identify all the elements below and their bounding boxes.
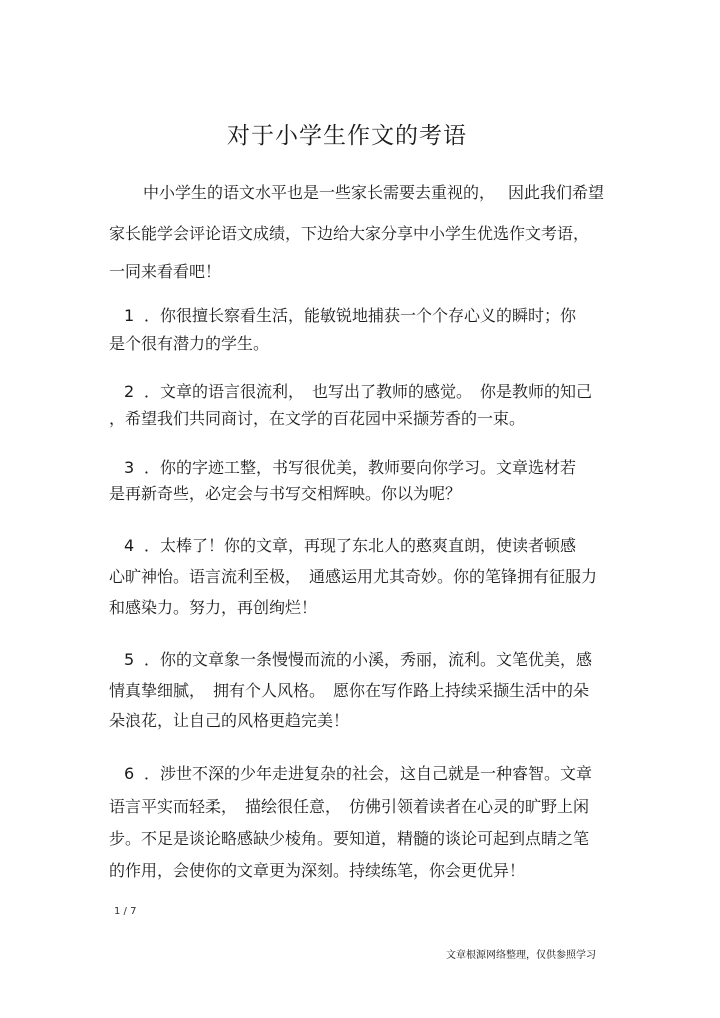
intro-line-1a: 中小学生的语文水平也是一些家长需要去重视的，	[143, 183, 496, 202]
list-item-3-line-2: 是再新奇些，必定会与书写交相辉映。你以为呢？	[109, 484, 462, 503]
list-item-number: 4	[124, 536, 135, 555]
intro-line-1b: 因此我们希望	[508, 183, 605, 202]
list-item-4-line-3: 和感染力。努力，再创绚烂！	[109, 598, 318, 617]
intro-line-3: 一同来看看吧！	[109, 262, 222, 281]
list-item-text: ．你很擅长察看生活，能敏锐地捕获一个个存心义的瞬时；你	[144, 306, 577, 325]
list-item-text: ．文章的语言很流利， 也写出了教师的感觉。 你是教师的知己	[144, 382, 593, 401]
list-item-number: 1	[124, 306, 135, 325]
list-item-number: 6	[124, 764, 135, 783]
intro-line-2: 家长能学会评论语文成绩，下边给大家分享中小学生优选作文考语，	[109, 224, 590, 243]
list-item-5-line-1	[124, 650, 592, 670]
list-item-text: ．你的字迹工整，书写很优美，教师要向你学习。文章选材若	[144, 458, 577, 477]
list-item-4-line-2: 心旷神怡。语言流利至极， 通感运用尤其奇妙。你的笔锋拥有征服力	[109, 567, 598, 586]
list-item-6-line-1	[124, 764, 592, 784]
list-item-number: 5	[124, 650, 135, 669]
list-item-5-line-2: 情真挚细腻， 拥有个人风格。 愿你在写作路上持续采撷生活中的朵	[109, 681, 590, 700]
list-item-2-line-2: ，希望我们共同商讨，在文学的百花园中采撷芳香的一束。	[109, 409, 526, 428]
list-item-2-line-1	[124, 382, 592, 402]
list-item-text: ．你的文章象一条慢慢而流的小溪，秀丽，流利。文笔优美，感	[144, 650, 593, 669]
list-item-number: 2	[124, 382, 135, 401]
page-title: 对于小学生作文的考语	[227, 123, 467, 149]
list-item-5-line-3: 朵浪花，让自己的风格更趋完美！	[109, 711, 350, 730]
list-item-1-line-1	[124, 306, 576, 326]
list-item-1-line-2: 是个很有潜力的学生。	[109, 334, 270, 353]
list-item-6-line-4: 的作用，会使你的文章更为深刻。持续练笔，你会更优异！	[109, 861, 526, 880]
list-item-3-line-1	[124, 458, 576, 478]
footer-note: 文章根源网络整理，仅供参照学习	[446, 950, 596, 961]
list-item-6-line-3: 步。不足是谈论略感缺少棱角。要知道，精髓的谈论可起到点睛之笔	[109, 829, 590, 848]
list-item-text: ．太棒了！你的文章，再现了东北人的憨爽直朗，使读者顿感	[144, 536, 577, 555]
page-number: 1 / 7	[114, 906, 137, 917]
list-item-number: 3	[124, 458, 135, 477]
list-item-4-line-1	[124, 536, 576, 556]
list-item-text: ．涉世不深的少年走进复杂的社会，这自己就是一种睿智。文章	[144, 764, 593, 783]
list-item-6-line-2: 语言平实而轻柔， 描绘很任意， 仿佛引领着读者在心灵的旷野上闲	[109, 797, 590, 816]
